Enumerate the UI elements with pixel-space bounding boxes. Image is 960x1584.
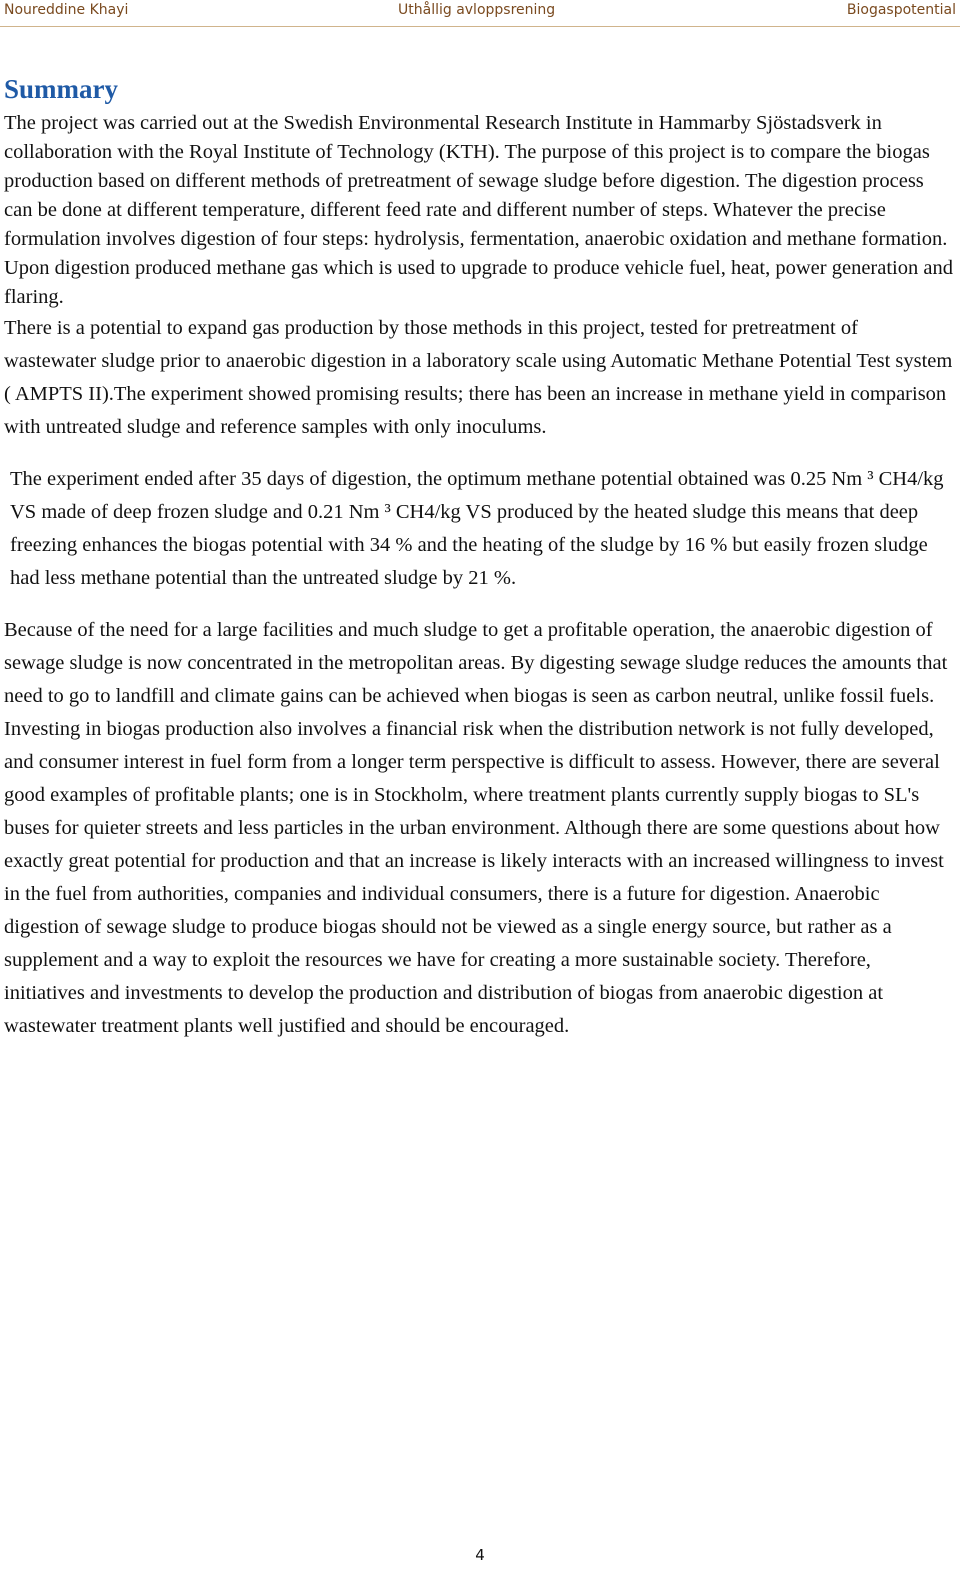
summary-paragraph-2: There is a potential to expand gas production by those methods in this project, tested for pretreatment of wastewater sludge prior to anaerobic digestion in a laboratory scale using Automatic Methane Potential Test system ( AMPTS II).The experiment showed promising results; there has been an increase in methane yield in comparison with untreated sludge and reference samples with only inoculums. (4, 317, 953, 438)
paragraph-spacer (4, 444, 954, 463)
header-divider (0, 26, 960, 27)
section-heading: Summary (4, 74, 118, 104)
summary-paragraph-1: The project was carried out at the Swedish Environmental Research Institute in Hammarby Sjöstadsverk in collaboration with the Royal Institute of Technology (KTH). The purpose of this project is to compare the biogas production based on different methods of pretreatment of sewage sludge before digestion. The digestion process can be done at different temperature, different feed rate and different number of steps. Whatever the precise formulation involves digestion of four steps: hydrolysis, fermentation, anaerobic oxidation and methane formation. Upon digestion produced methane gas which is used to upgrade to produce vehicle fuel, heat, power generation and flaring. (4, 112, 953, 308)
summary-paragraph-4: Because of the need for a large facilities and much sludge to get a profitable operation, the anaerobic digestion of sewage sludge is now concentrated in the metropolitan areas. By digesting sewage sludge reduces the amounts that need to go to landfill and climate gains can be achieved when biogas is seen as carbon neutral, unlike fossil fuels. Investing in biogas production also involves a financial risk when the distribution network is not fully developed, and consumer interest in fuel form from a longer term perspective is difficult to assess. However, there are several good examples of profitable plants; one is in Stockholm, where treatment plants currently supply biogas to SL's buses for quieter streets and less particles in the urban environment. Although there are some questions about how exactly great potential for production and that an increase is likely interacts with an increased willingness to invest in the fuel from authorities, companies and individual consumers, there is a future for digestion. Anaerobic digestion of sewage sludge to produce biogas should not be viewed as a single energy source, but rather as a supplement and a way to exploit the resources we have for creating a more sustainable society. Therefore, initiatives and investments to develop the production and distribution of biogas from anaerobic digestion at wastewater treatment plants well justified and should be encouraged. (4, 619, 948, 1037)
header-section-title: Biogaspotential (846, 2, 956, 18)
header-project-title: Uthållig avloppsrening (398, 2, 556, 18)
header-author: Noureddine Khayi (4, 2, 129, 18)
paragraph-spacer (4, 595, 954, 614)
page-header (0, 0, 960, 24)
page-content (4, 70, 954, 1043)
page-number: 4 (475, 1546, 485, 1564)
summary-paragraph-3: The experiment ended after 35 days of digestion, the optimum methane potential obtained was 0.25 Nm ³ CH4/kg VS made of deep frozen sludge and 0.21 Nm ³ CH4/kg VS produced by the heated sludge this means that deep freezing enhances the biogas potential with 34 % and the heating of the sludge by 16 % but easily frozen sludge had less methane potential than the untreated sludge by 21 %. (10, 468, 944, 589)
